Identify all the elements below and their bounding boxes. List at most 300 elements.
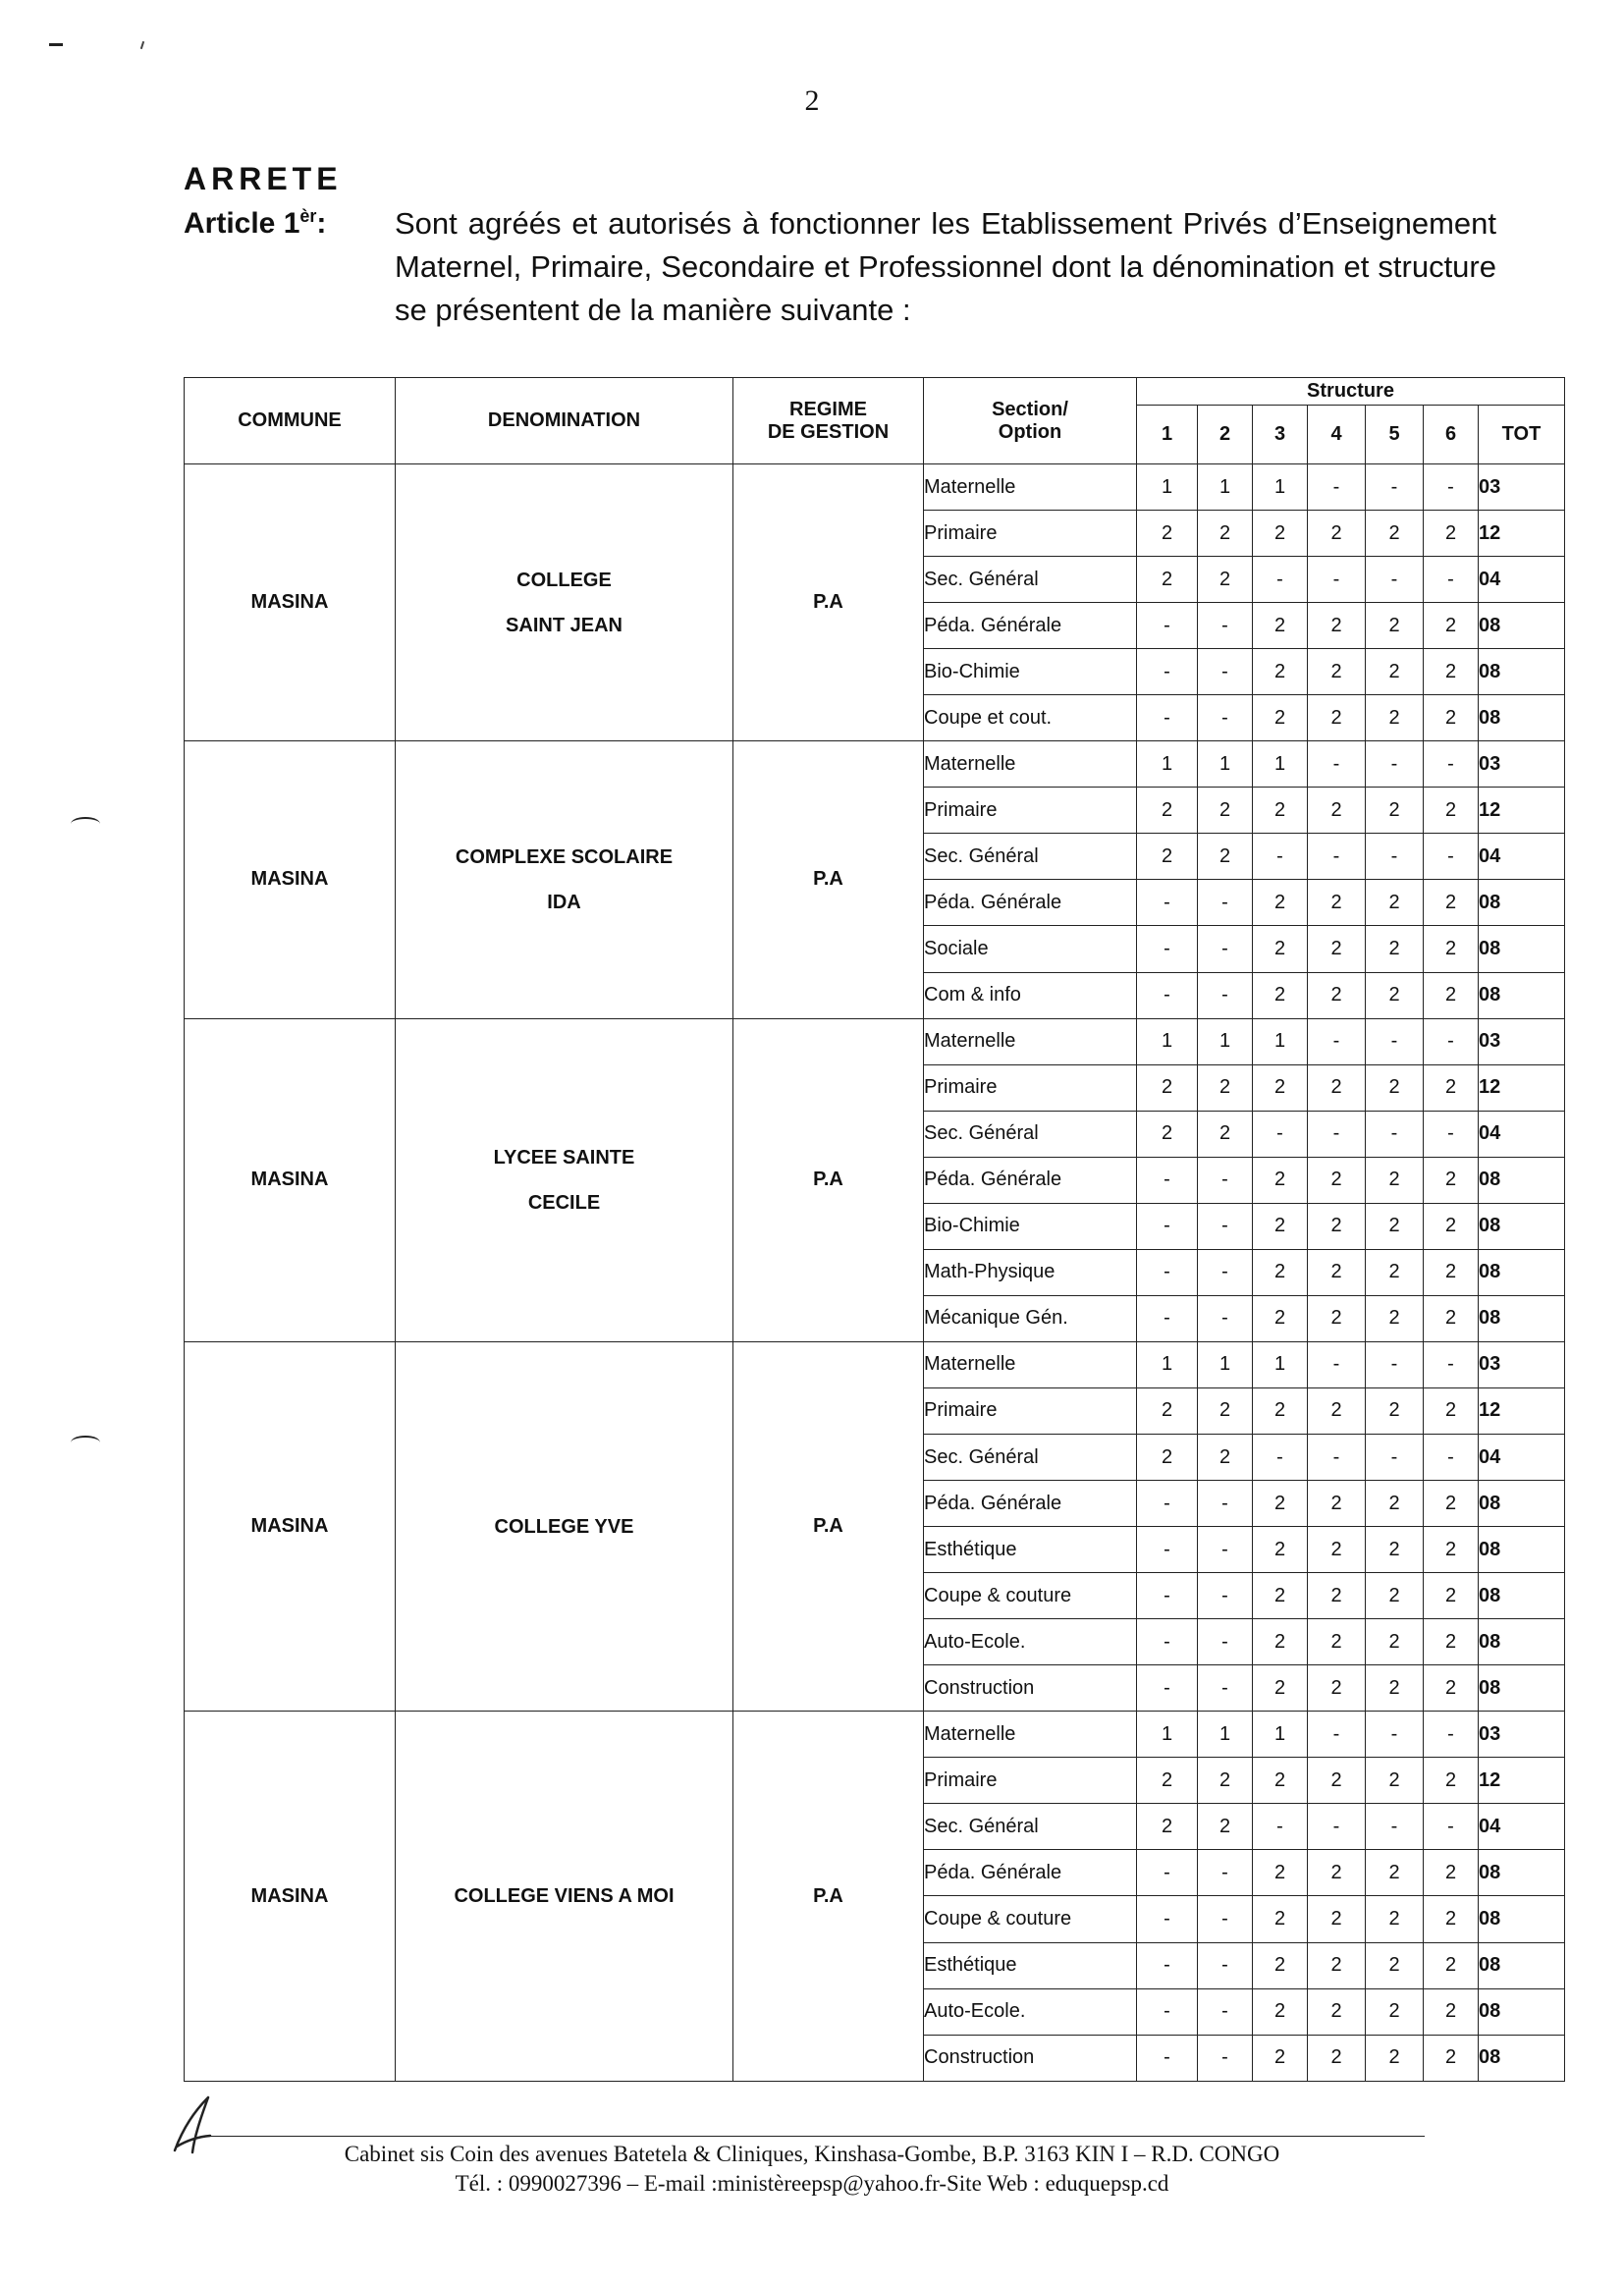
section-cell: Bio-Chimie <box>924 649 1137 695</box>
section-cell: Primaire <box>924 511 1137 557</box>
section-cell: Primaire <box>924 1064 1137 1111</box>
structure-cell: - <box>1424 1434 1479 1480</box>
structure-cell: 2 <box>1308 788 1366 834</box>
structure-cell: 2 <box>1308 1527 1366 1573</box>
structure-cell: 2 <box>1253 1758 1308 1804</box>
school-name-line: LYCEE SAINTE <box>493 1146 635 1169</box>
structure-cell: 2 <box>1137 1387 1198 1434</box>
total-cell: 04 <box>1479 557 1565 603</box>
school-name-line: COLLEGE VIENS A MOI <box>454 1885 675 1908</box>
commune-cell: MASINA <box>185 741 396 1018</box>
structure-cell: - <box>1198 1665 1253 1712</box>
total-cell: 08 <box>1479 1988 1565 2035</box>
school-name-line: COMPLEXE SCOLAIRE <box>455 845 674 868</box>
structure-cell: - <box>1198 880 1253 926</box>
section-cell: Coupe et cout. <box>924 695 1137 741</box>
section-cell: Péda. Générale <box>924 880 1137 926</box>
structure-cell: 2 <box>1424 1527 1479 1573</box>
structure-cell: 2 <box>1308 1619 1366 1665</box>
structure-cell: - <box>1137 695 1198 741</box>
structure-cell: 2 <box>1424 2035 1479 2081</box>
structure-cell: 2 <box>1308 695 1366 741</box>
structure-cell: - <box>1424 834 1479 880</box>
structure-cell: 2 <box>1308 972 1366 1018</box>
structure-cell: - <box>1137 880 1198 926</box>
school-name-line: IDA <box>547 891 581 913</box>
structure-cell: 2 <box>1424 1387 1479 1434</box>
total-cell: 04 <box>1479 1111 1565 1157</box>
denomination-cell <box>396 1341 733 1711</box>
section-cell: Sec. Général <box>924 1434 1137 1480</box>
margin-mark <box>71 1436 100 1449</box>
commune-cell: MASINA <box>185 464 396 741</box>
structure-cell: - <box>1253 557 1308 603</box>
structure-cell: - <box>1366 1804 1424 1850</box>
structure-cell: - <box>1137 1573 1198 1619</box>
structure-cell: - <box>1198 972 1253 1018</box>
structure-cell: 2 <box>1424 1665 1479 1712</box>
section-cell: Maternelle <box>924 1712 1137 1758</box>
table-row <box>185 741 1565 788</box>
structure-cell: - <box>1198 603 1253 649</box>
section-cell: Auto-Ecole. <box>924 1619 1137 1665</box>
header-col-6: 6 <box>1424 406 1479 464</box>
structure-cell: 2 <box>1253 1665 1308 1712</box>
section-cell: Construction <box>924 1665 1137 1712</box>
structure-cell: - <box>1198 2035 1253 2081</box>
structure-cell: 1 <box>1253 1712 1308 1758</box>
footer-contact: Tél. : 0990027396 – E-mail :ministèreepsp@yahoo.fr-Site Web : eduquepsp.cd <box>455 2171 1169 2196</box>
structure-cell: - <box>1137 926 1198 972</box>
structure-cell: 1 <box>1253 1341 1308 1387</box>
structure-cell: 2 <box>1366 1942 1424 1988</box>
table-body <box>185 464 1565 2082</box>
table-row <box>185 1712 1565 1758</box>
structure-cell: - <box>1198 1573 1253 1619</box>
structure-cell: - <box>1308 1111 1366 1157</box>
structure-cell: - <box>1137 1850 1198 1896</box>
structure-cell: - <box>1424 464 1479 511</box>
school-name-line: COLLEGE YVE <box>494 1515 634 1538</box>
structure-cell: - <box>1137 1295 1198 1341</box>
structure-cell: - <box>1198 1988 1253 2035</box>
structure-cell: - <box>1198 1942 1253 1988</box>
structure-cell: - <box>1308 1018 1366 1064</box>
header-col-1: 1 <box>1137 406 1198 464</box>
total-cell: 08 <box>1479 695 1565 741</box>
structure-cell: 2 <box>1308 2035 1366 2081</box>
structure-cell: - <box>1424 741 1479 788</box>
structure-cell: 2 <box>1366 1758 1424 1804</box>
structure-cell: - <box>1198 1619 1253 1665</box>
structure-cell: 2 <box>1424 1203 1479 1249</box>
structure-cell: 2 <box>1424 1758 1479 1804</box>
structure-cell: 2 <box>1424 1481 1479 1527</box>
denomination-cell <box>396 464 733 741</box>
total-cell: 08 <box>1479 649 1565 695</box>
structure-cell: - <box>1198 1527 1253 1573</box>
structure-cell: 2 <box>1137 1064 1198 1111</box>
scan-mark <box>49 43 63 46</box>
structure-cell: 2 <box>1424 1064 1479 1111</box>
school-name-line: CECILE <box>527 1191 601 1214</box>
structure-cell: 1 <box>1137 464 1198 511</box>
structure-cell: - <box>1366 1712 1424 1758</box>
header-col-total: TOT <box>1479 406 1565 464</box>
section-cell: Mécanique Gén. <box>924 1295 1137 1341</box>
structure-cell: 2 <box>1366 695 1424 741</box>
structure-cell: 1 <box>1198 1712 1253 1758</box>
table-header <box>185 378 1565 464</box>
structure-cell: 2 <box>1366 603 1424 649</box>
structure-cell: 2 <box>1366 880 1424 926</box>
decree-heading: ARRETE <box>184 161 343 196</box>
structure-cell: 2 <box>1424 649 1479 695</box>
section-cell: Sec. Général <box>924 1804 1137 1850</box>
structure-cell: - <box>1137 1249 1198 1295</box>
structure-cell: 2 <box>1253 1896 1308 1942</box>
total-cell: 03 <box>1479 464 1565 511</box>
structure-cell: 2 <box>1424 880 1479 926</box>
header-row-top <box>185 378 1565 406</box>
total-cell: 12 <box>1479 788 1565 834</box>
total-cell: 08 <box>1479 880 1565 926</box>
school-name-line: COLLEGE <box>516 569 612 591</box>
structure-cell: - <box>1366 1111 1424 1157</box>
section-cell: Coupe & couture <box>924 1896 1137 1942</box>
structure-cell: 1 <box>1198 1018 1253 1064</box>
total-cell: 08 <box>1479 603 1565 649</box>
structure-cell: - <box>1137 1988 1198 2035</box>
structure-cell: - <box>1366 557 1424 603</box>
structure-cell: 1 <box>1137 1018 1198 1064</box>
structure-cell: - <box>1137 1527 1198 1573</box>
structure-cell: 1 <box>1253 1018 1308 1064</box>
structure-cell: 2 <box>1308 926 1366 972</box>
structure-cell: 2 <box>1424 926 1479 972</box>
structure-cell: 2 <box>1308 1387 1366 1434</box>
section-cell: Maternelle <box>924 741 1137 788</box>
structure-cell: - <box>1253 1804 1308 1850</box>
regime-cell: P.A <box>733 1018 924 1341</box>
structure-cell: 2 <box>1308 1988 1366 2035</box>
section-cell: Sec. Général <box>924 834 1137 880</box>
structure-cell: 2 <box>1253 1064 1308 1111</box>
structure-cell: 2 <box>1253 1527 1308 1573</box>
structure-cell: 2 <box>1137 1434 1198 1480</box>
structure-cell: - <box>1253 834 1308 880</box>
structure-cell: - <box>1308 741 1366 788</box>
structure-cell: - <box>1253 1434 1308 1480</box>
page-number: 2 <box>804 84 820 117</box>
structure-cell: - <box>1198 1249 1253 1295</box>
structure-cell: - <box>1366 741 1424 788</box>
header-structure: Structure <box>1137 378 1565 406</box>
structure-cell: 2 <box>1137 557 1198 603</box>
structure-cell: 1 <box>1137 741 1198 788</box>
denomination-cell <box>396 1712 733 2082</box>
structure-cell: 2 <box>1308 511 1366 557</box>
structure-cell: 2 <box>1424 1942 1479 1988</box>
header-col-3: 3 <box>1253 406 1308 464</box>
section-cell: Primaire <box>924 1758 1137 1804</box>
structure-cell: 2 <box>1198 788 1253 834</box>
structure-cell: - <box>1198 649 1253 695</box>
structure-cell: 2 <box>1366 1527 1424 1573</box>
structure-cell: 2 <box>1308 1064 1366 1111</box>
structure-cell: 2 <box>1253 2035 1308 2081</box>
structure-cell: 2 <box>1198 511 1253 557</box>
structure-cell: 2 <box>1198 1387 1253 1434</box>
regime-cell: P.A <box>733 741 924 1018</box>
structure-cell: 2 <box>1308 603 1366 649</box>
structure-cell: 2 <box>1308 1850 1366 1896</box>
structure-cell: 2 <box>1253 1157 1308 1203</box>
total-cell: 12 <box>1479 511 1565 557</box>
structure-cell: - <box>1198 1896 1253 1942</box>
structure-cell: - <box>1308 1804 1366 1850</box>
structure-cell: 2 <box>1198 834 1253 880</box>
section-cell: Esthétique <box>924 1527 1137 1573</box>
structure-cell: - <box>1137 1157 1198 1203</box>
structure-cell: 2 <box>1366 2035 1424 2081</box>
structure-cell: 2 <box>1424 603 1479 649</box>
header-regime-line2: DE GESTION <box>767 420 890 443</box>
total-cell: 04 <box>1479 1804 1565 1850</box>
total-cell: 08 <box>1479 1157 1565 1203</box>
structure-cell: 2 <box>1366 649 1424 695</box>
structure-cell: - <box>1424 1018 1479 1064</box>
structure-cell: 2 <box>1424 1157 1479 1203</box>
structure-cell: 2 <box>1366 1988 1424 2035</box>
header-section-line2: Option <box>998 420 1062 443</box>
margin-mark <box>71 817 100 831</box>
header-col-2: 2 <box>1198 406 1253 464</box>
structure-cell: 1 <box>1253 741 1308 788</box>
structure-cell: 2 <box>1366 1481 1424 1527</box>
table-row <box>185 1341 1565 1387</box>
structure-cell: - <box>1137 649 1198 695</box>
structure-cell: 2 <box>1366 1387 1424 1434</box>
structure-cell: 2 <box>1308 1573 1366 1619</box>
structure-cell: 2 <box>1366 1249 1424 1295</box>
structure-cell: - <box>1137 1665 1198 1712</box>
header-col-5: 5 <box>1366 406 1424 464</box>
header-section <box>924 378 1137 464</box>
structure-cell: 2 <box>1253 972 1308 1018</box>
structure-cell: - <box>1308 1341 1366 1387</box>
structure-cell: 1 <box>1198 1341 1253 1387</box>
total-cell: 03 <box>1479 1018 1565 1064</box>
structure-cell: 2 <box>1424 1988 1479 2035</box>
structure-cell: 2 <box>1424 788 1479 834</box>
structure-cell: 2 <box>1137 834 1198 880</box>
total-cell: 08 <box>1479 1295 1565 1341</box>
scan-mark <box>140 41 144 49</box>
structure-cell: - <box>1308 557 1366 603</box>
structure-cell: 2 <box>1308 1942 1366 1988</box>
total-cell: 04 <box>1479 1434 1565 1480</box>
structure-cell: 2 <box>1424 1295 1479 1341</box>
structure-cell: - <box>1137 1942 1198 1988</box>
total-cell: 08 <box>1479 1249 1565 1295</box>
structure-cell: 2 <box>1308 1481 1366 1527</box>
structure-cell: 2 <box>1253 1942 1308 1988</box>
structure-cell: - <box>1366 464 1424 511</box>
structure-cell: 2 <box>1137 511 1198 557</box>
denomination-cell <box>396 741 733 1018</box>
footer-address: Cabinet sis Coin des avenues Batetela & Cliniques, Kinshasa-Gombe, B.P. 3163 KIN I – R.D. CONGO <box>344 2142 1280 2166</box>
structure-cell: 2 <box>1308 1203 1366 1249</box>
structure-cell: 2 <box>1253 1619 1308 1665</box>
commune-cell: MASINA <box>185 1018 396 1341</box>
regime-cell: P.A <box>733 1341 924 1711</box>
structure-cell: 2 <box>1424 511 1479 557</box>
structure-cell: - <box>1198 1203 1253 1249</box>
structure-cell: - <box>1198 1850 1253 1896</box>
table-row <box>185 1018 1565 1064</box>
structure-cell: - <box>1198 695 1253 741</box>
structure-cell: 2 <box>1424 1850 1479 1896</box>
total-cell: 08 <box>1479 1619 1565 1665</box>
total-cell: 08 <box>1479 972 1565 1018</box>
section-cell: Sec. Général <box>924 557 1137 603</box>
structure-cell: 2 <box>1366 511 1424 557</box>
total-cell: 08 <box>1479 1850 1565 1896</box>
structure-cell: - <box>1308 834 1366 880</box>
section-cell: Sec. Général <box>924 1111 1137 1157</box>
structure-cell: 2 <box>1366 926 1424 972</box>
structure-cell: - <box>1424 557 1479 603</box>
structure-cell: 2 <box>1366 1850 1424 1896</box>
section-cell: Com & info <box>924 972 1137 1018</box>
structure-cell: 2 <box>1198 1111 1253 1157</box>
structure-cell: 2 <box>1198 1804 1253 1850</box>
structure-cell: 1 <box>1198 741 1253 788</box>
structure-cell: 2 <box>1424 1896 1479 1942</box>
footer-rule <box>203 2136 1425 2137</box>
structure-cell: 2 <box>1253 603 1308 649</box>
structure-cell: 1 <box>1137 1712 1198 1758</box>
school-name-line: SAINT JEAN <box>506 614 623 636</box>
total-cell: 08 <box>1479 1896 1565 1942</box>
structure-cell: - <box>1366 1434 1424 1480</box>
structure-cell: 2 <box>1253 1249 1308 1295</box>
structure-cell: 2 <box>1308 1249 1366 1295</box>
total-cell: 03 <box>1479 1341 1565 1387</box>
structure-cell: - <box>1137 1896 1198 1942</box>
total-cell: 08 <box>1479 1203 1565 1249</box>
structure-cell: 2 <box>1253 1295 1308 1341</box>
structure-cell: 2 <box>1366 788 1424 834</box>
structure-cell: 2 <box>1253 649 1308 695</box>
structure-cell: 2 <box>1424 1573 1479 1619</box>
section-cell: Coupe & couture <box>924 1573 1137 1619</box>
denomination-cell <box>396 1018 733 1341</box>
structure-cell: 2 <box>1308 649 1366 695</box>
regime-cell: P.A <box>733 1712 924 2082</box>
header-commune: COMMUNE <box>185 378 396 464</box>
total-cell: 12 <box>1479 1387 1565 1434</box>
total-cell: 08 <box>1479 1527 1565 1573</box>
structure-cell: 2 <box>1366 1157 1424 1203</box>
structure-cell: 2 <box>1308 1896 1366 1942</box>
section-cell: Péda. Générale <box>924 1850 1137 1896</box>
header-denomination: DENOMINATION <box>396 378 733 464</box>
structure-cell: - <box>1308 1712 1366 1758</box>
article-label <box>184 206 326 241</box>
commune-cell: MASINA <box>185 1341 396 1711</box>
section-cell: Maternelle <box>924 464 1137 511</box>
structure-cell: 2 <box>1308 1295 1366 1341</box>
structure-cell: 2 <box>1366 1203 1424 1249</box>
structure-cell: - <box>1366 1018 1424 1064</box>
total-cell: 08 <box>1479 1942 1565 1988</box>
structure-cell: - <box>1198 1481 1253 1527</box>
structure-cell: 2 <box>1366 1665 1424 1712</box>
structure-cell: 2 <box>1308 880 1366 926</box>
structure-cell: 2 <box>1366 1896 1424 1942</box>
structure-cell: 2 <box>1308 1665 1366 1712</box>
total-cell: 08 <box>1479 1573 1565 1619</box>
structure-cell: - <box>1366 834 1424 880</box>
structure-cell: - <box>1137 2035 1198 2081</box>
structure-cell: 2 <box>1253 1850 1308 1896</box>
total-cell: 08 <box>1479 2035 1565 2081</box>
header-regime-line1: REGIME <box>789 398 867 420</box>
structure-cell: 2 <box>1366 1573 1424 1619</box>
article-label-text: Article 1 <box>184 207 300 240</box>
structure-cell: 2 <box>1366 1064 1424 1111</box>
structure-cell: 1 <box>1198 464 1253 511</box>
structure-cell: 2 <box>1253 1387 1308 1434</box>
article-text: Sont agréés et autorisés à fonctionner les Etablissement Privés d’Enseignement Maternel, Primaire, Secondaire et Professionnel dont la dénomination et structure se présentent de la manière suivante : <box>395 206 1496 327</box>
structure-cell: - <box>1137 1203 1198 1249</box>
structure-cell: 2 <box>1253 880 1308 926</box>
total-cell: 03 <box>1479 741 1565 788</box>
section-cell: Bio-Chimie <box>924 1203 1137 1249</box>
section-cell: Sociale <box>924 926 1137 972</box>
structure-cell: - <box>1198 1295 1253 1341</box>
structure-cell: 2 <box>1137 1804 1198 1850</box>
structure-cell: 2 <box>1253 1481 1308 1527</box>
structure-cell: - <box>1137 1619 1198 1665</box>
schools-table <box>184 377 1565 2082</box>
structure-cell: - <box>1366 1341 1424 1387</box>
structure-cell: 2 <box>1198 1064 1253 1111</box>
structure-cell: 2 <box>1253 926 1308 972</box>
structure-cell: - <box>1137 972 1198 1018</box>
structure-cell: 2 <box>1137 788 1198 834</box>
structure-cell: - <box>1198 926 1253 972</box>
header-col-4: 4 <box>1308 406 1366 464</box>
structure-cell: - <box>1308 1434 1366 1480</box>
structure-cell: - <box>1137 1481 1198 1527</box>
header-regime <box>733 378 924 464</box>
total-cell: 12 <box>1479 1758 1565 1804</box>
structure-cell: - <box>1424 1804 1479 1850</box>
structure-cell: 2 <box>1308 1758 1366 1804</box>
structure-cell: - <box>1424 1712 1479 1758</box>
section-cell: Maternelle <box>924 1018 1137 1064</box>
structure-cell: - <box>1198 1157 1253 1203</box>
article-label-colon: : <box>316 207 327 240</box>
total-cell: 12 <box>1479 1064 1565 1111</box>
structure-cell: - <box>1424 1111 1479 1157</box>
structure-cell: 2 <box>1137 1758 1198 1804</box>
structure-cell: 2 <box>1137 1111 1198 1157</box>
structure-cell: 2 <box>1198 1434 1253 1480</box>
